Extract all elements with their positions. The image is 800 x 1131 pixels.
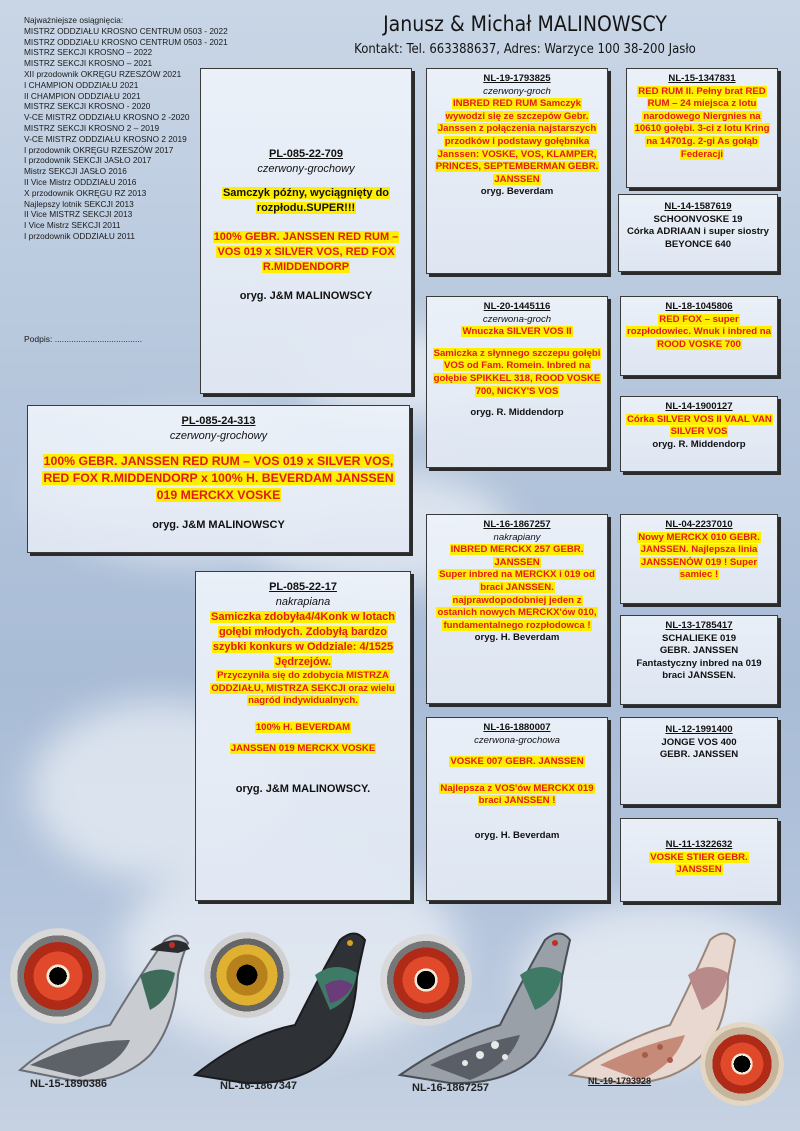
achievement-item: MISTRZ SEKCJI KROSNO – 2022 [24,47,153,58]
ring-number: NL-15-1347831 [668,73,736,84]
achievement-item: I przodownik ODDZIAŁU 2011 [24,230,135,241]
photo-label: NL-19-1793928 [588,1076,652,1086]
origin: oryg. J&M MALINOWSCY [152,519,285,531]
origin: oryg. Beverdam [480,186,554,198]
achievement-item: I przodownik SEKCJI JASŁO 2017 [24,155,152,166]
description: Samiczka z słynnego szczepu gołębi VOS od Fam. Romein. Inbred na gołębie SPIKKEL 318, ROOD VOSKE 700, NICKY'S VOS [433,347,601,397]
card-dam [195,571,411,901]
achievement-item: II Vice MISTRZ SEKCJI 2013 [24,209,133,220]
achievement-item: MISTRZ ODDZIAŁU KROSNO CENTRUM 0503 - 2021 [24,36,228,47]
card-sdd [620,396,778,472]
origin: oryg. R. Middendorp [470,407,564,419]
achievements-heading: Najważniejsze osiągnięcia: [24,15,124,25]
ring-number: NL-14-1587619 [664,201,732,212]
description: Najlepsza z VOS'ów MERCKX 019 braci JANSSEN ! [440,782,594,807]
signature-line: Podpis: ..................................... [24,334,143,344]
card-sire-sire [426,68,608,274]
color-label: nakrapiana [275,596,331,608]
description: Córka SILVER VOS II VAAL VAN SILVER VOS [627,413,772,438]
description: RED FOX – super rozpłodowiec. Wnuk i inbred na ROOD VOSKE 700 [627,313,771,350]
contact-info: Kontakt: Tel. 663388637, Adres: Warzyce 100 38-200 Jasło [354,42,696,57]
pigeon-name: SCHALIEKE 019 [661,632,737,644]
achievement-item: II CHAMPION ODDZIAŁU 2021 [24,90,141,101]
achievement-item: I CHAMPION ODDZIAŁU 2021 [24,79,139,90]
card-dam-dam [426,717,608,901]
achievement-item: XII przodownik OKRĘGU RZESZÓW 2021 [24,68,182,79]
pedigree: 100% H. BEVERDAM [255,721,351,733]
color-label: czerwony-grochowy [257,163,355,175]
pedigree: 100% GEBR. JANSSEN RED RUM – VOS 019 x SILVER VOS, RED FOX R.MIDDENDORP [213,231,399,273]
color-label: czerwona-groch [482,313,552,325]
origin: oryg. H. Beverdam [474,632,560,644]
description: Nowy MERCKX 010 GEBR. JANSSEN. Najlepsza linia JANSSENÓW 019 ! Super samiec ! [638,531,760,581]
description: RED RUM II. Pełny brat RED RUM – 24 miejsca z lotu narodowego Niergnies na 10610 gołębi. 3-ci z lotu Kring na 14701g. 2-gi As gołąb Federacji [634,85,770,160]
eye-photo-3 [380,934,472,1026]
pigeon-name: JONGE VOS 400 [661,736,737,748]
achievement-item: I przodownik OKRĘGU RZESZÓW 2017 [24,144,174,155]
card-dds [620,717,778,805]
achievement-item: V-CE MISTRZ ODDZIAŁU KROSNO 2 -2020 [24,112,190,123]
ring-number: NL-16-1880007 [483,722,551,733]
ring-number: PL-085-22-709 [269,148,343,160]
card-main-pigeon [27,405,410,553]
achievement-item: II Vice Mistrz ODDZIAŁU 2016 [24,176,137,187]
ring-number: NL-04-2237010 [665,519,733,530]
description: Super inbred na MERCKX i 019 od braci JANSSEN. [439,569,595,593]
origin: oryg. J&M MALINOWSCY [239,290,373,302]
achievement-item: MISTRZ SEKCJI KROSNO 2 – 2019 [24,122,160,133]
card-dsd [620,615,778,705]
card-sds [620,296,778,376]
photo-label: NL-15-1890386 [30,1078,108,1090]
description-2: najprawdopodobniej jeden z ostanich nowych MERCKX'ów 010, fundamentalnego rozpłodowca ! [437,594,597,631]
photo-label: NL-16-1867347 [220,1080,298,1092]
pigeon-name: VOSKE 007 GEBR. JANSSEN [450,756,584,768]
ring-number: NL-16-1867257 [483,519,551,530]
color-label: czerwony-groch [483,85,551,97]
achievement-item: Najlepszy lotnik SEKCJI 2013 [24,198,134,209]
pedigree: 100% GEBR. JANSSEN RED RUM – VOS 019 x SILVER VOS, RED FOX R.MIDDENDORP x 100% H. BEVERDAM JANSSEN 019 MERCKX VOSKE [43,454,394,502]
achievement-item: V-CE MISTRZ ODDZIAŁU KROSNO 2 2019 [24,133,187,144]
description: Samiczka zdobyła4/4Konk w lotach gołębi młodych. Zdobyłą bardzo szybki konkurs w Oddziale: 4/1525 Jędrzejów. [210,611,395,668]
pedigree-2: JANSSEN 019 MERCKX VOSKE [230,743,376,755]
description-2: Przyczyniła się do zdobycia MISTRZA ODDZIAŁU, MISTRZA SEKCJI oraz wielu nagród indywidualnych. [211,670,395,707]
breeder: GEBR. JANSSEN [659,645,739,657]
ring-number: NL-11-1322632 [665,839,733,850]
ring-number: NL-19-1793825 [483,73,551,84]
page-title: Janusz & Michał MALINOWSCY [383,12,667,36]
ring-number: NL-18-1045806 [665,301,733,312]
card-sire-dam [426,296,608,468]
color-label: czerwony-grochowy [169,430,268,442]
color-label: czerwona-grochowa [474,734,560,746]
pigeon-name: VOSKE STIER GEBR. JANSSEN [650,851,748,876]
description: Córka ADRIAAN i super siostry BEYONCE 640 [627,226,769,250]
card-dam-sire [426,514,608,704]
pigeon-name: SCHOONVOSKE 19 [653,213,743,225]
ring-number: NL-12-1991400 [665,724,733,735]
achievement-item: Mistrz SEKCJI JASŁO 2016 [24,166,127,177]
card-dss [620,514,778,604]
description: Samczyk późny, wyciągnięty do rozpłodu.SUPER!!! [222,187,390,214]
achievement-item: MISTRZ SEKCJI KROSNO - 2020 [24,101,151,112]
origin: oryg. R. Middendorp [652,438,746,450]
ring-number: PL-085-24-313 [181,415,256,427]
origin: oryg. H. Beverdam [474,829,560,841]
origin: oryg. J&M MALINOWSCY. [235,782,371,795]
achievement-item: MISTRZ SEKCJI KROSNO – 2021 [24,58,153,69]
description: INBRED RED RUM Samczyk wywodzi się ze szczepów Gebr. Janssen z połączenia najstarszych przodków i podstawy gołębnika Janssen: VOSKE, VOS, KLAMPER, PRINCES, SEPTEMBERMAN GEBR. JANSSEN [435,98,599,185]
card-ssd [618,194,778,272]
breeder: GEBR. JANSSEN [659,749,739,761]
ring-number: NL-13-1785417 [665,620,733,631]
color-label: nakrapiany [493,531,541,543]
pigeon-name: Wnuczka SILVER VOS II [462,326,572,338]
photo-label: NL-16-1867257 [412,1082,490,1094]
ring-number: NL-14-1900127 [665,401,733,412]
pigeon-name: INBRED MERCKX 257 GEBR. JANSSEN [450,544,584,568]
card-sss [626,68,778,188]
achievement-item: X przodownik OKRĘGU RZ 2013 [24,187,147,198]
eye-photo-4 [700,1022,784,1106]
card-ddd [620,818,778,902]
ring-number: PL-085-22-17 [269,581,337,593]
ring-number: NL-20-1445116 [483,301,551,312]
description: Fantastyczny inbred na 019 braci JANSSEN. [636,657,762,682]
card-sire [200,68,412,394]
eye-photo-2 [204,932,290,1018]
achievement-item: MISTRZ ODDZIAŁU KROSNO CENTRUM 0503 - 2022 [24,25,228,36]
achievement-item: I Vice Mistrz SEKCJI 2011 [24,220,121,231]
